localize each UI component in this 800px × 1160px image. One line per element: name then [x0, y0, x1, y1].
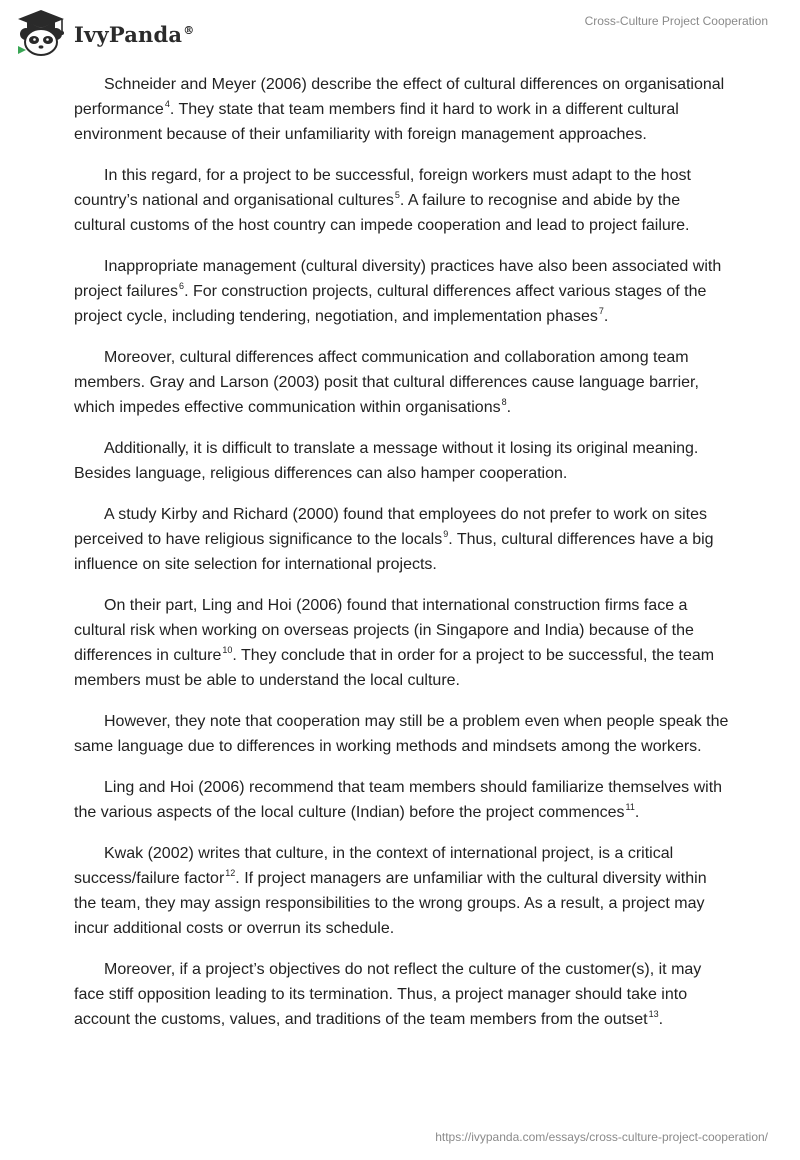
footnote-ref[interactable]: 7: [598, 306, 604, 316]
footnote-ref[interactable]: 6: [179, 281, 185, 291]
paragraph-text: In this regard, for a project to be successful, foreign workers must adapt to the host country’s national and organisational cultures: [74, 167, 691, 209]
body-paragraph: [74, 502, 730, 577]
paragraph-text: . They state that team members find it hard to work in a different cultural environment because of their unfamiliarity with foreign management approaches.: [74, 101, 679, 143]
paragraph-text: On their part, Ling and Hoi (2006) found that international construction firms face a cultural risk when working on overseas projects (in Singapore and India) because of the differences in culture: [74, 597, 694, 664]
paragraph-text: . Thus, cultural differences have a big influence on site selection for international projects.: [74, 531, 714, 573]
paragraph-text: . A failure to recognise and abide by the cultural customs of the host country can impede cooperation and lead to project failure.: [74, 192, 690, 234]
body-paragraph: [74, 254, 730, 329]
body-paragraph: [74, 593, 730, 693]
paragraph-text: A study Kirby and Richard (2000) found that employees do not prefer to work on sites perceived to have religious significance to the locals: [74, 506, 707, 548]
footnote-ref[interactable]: 8: [501, 397, 507, 407]
paragraph-text: .: [658, 1011, 664, 1028]
brand-name: IvyPanda®: [74, 21, 195, 47]
paragraph-text: Additionally, it is difficult to translate a message without it losing its original meaning. Besides language, religious differences can also hamper cooperation.: [74, 440, 699, 482]
paragraph-text: Schneider and Meyer (2006) describe the effect of cultural differences on organisational performance: [74, 76, 725, 118]
body-paragraph: [74, 841, 730, 941]
paragraph-text: Moreover, if a project’s objectives do not reflect the culture of the customer(s), it may face stiff opposition leading to its termination. Thus, a project manager should take into account the customs, values, and traditions of the team members from the outset: [74, 961, 702, 1028]
paragraph-text: Ling and Hoi (2006) recommend that team members should familiarize themselves with the various aspects of the local culture (Indian) before the project commences: [74, 779, 723, 821]
page-header: [0, 0, 800, 70]
body-paragraph: [74, 163, 730, 238]
footnote-ref[interactable]: 13: [648, 1009, 659, 1019]
paragraph-text: However, they note that cooperation may still be a problem even when people speak the same language due to differences in working methods and mindsets among the workers.: [74, 713, 729, 755]
paragraph-text: .: [506, 399, 512, 416]
footnote-ref[interactable]: 4: [164, 99, 170, 109]
document-title: Cross-Culture Project Cooperation: [584, 14, 768, 28]
body-paragraph: [74, 436, 730, 486]
footnote-ref[interactable]: 10: [222, 645, 233, 655]
paragraph-text: . For construction projects, cultural differences affect various stages of the project cycle, including tendering, negotiation, and implementation phases: [74, 283, 707, 325]
source-url[interactable]: https://ivypanda.com/essays/cross-culture-project-cooperation/: [435, 1130, 768, 1144]
body-paragraph: [74, 775, 730, 825]
footnote-ref[interactable]: 9: [443, 529, 449, 539]
panda-graduate-icon: [14, 8, 68, 56]
body-paragraph: [74, 957, 730, 1032]
body-paragraph: [74, 709, 730, 759]
paragraph-text: Inappropriate management (cultural diversity) practices have also been associated with project failures: [74, 258, 722, 300]
paragraph-text: . They conclude that in order for a project to be successful, the team members must be able to understand the local culture.: [74, 647, 715, 689]
paragraph-text: Moreover, cultural differences affect communication and collaboration among team members. Gray and Larson (2003) posit that cultural differences cause language barrier, which impedes effective communication within organisations: [74, 349, 699, 416]
essay-body: [74, 72, 730, 1048]
ivypanda-logo[interactable]: [14, 8, 194, 56]
footnote-ref[interactable]: 11: [625, 802, 635, 812]
paragraph-text: . If project managers are unfamiliar with the cultural diversity within the team, they may assign responsibilities to the wrong groups. As a result, a project may incur additional costs or overrun its schedule.: [74, 870, 707, 937]
paragraph-text: .: [603, 308, 609, 325]
footnote-ref[interactable]: 5: [394, 190, 400, 200]
body-paragraph: [74, 72, 730, 147]
body-paragraph: [74, 345, 730, 420]
paragraph-text: .: [634, 804, 640, 821]
footnote-ref[interactable]: 12: [225, 868, 236, 878]
paragraph-text: Kwak (2002) writes that culture, in the context of international project, is a critical success/failure factor: [74, 845, 674, 887]
